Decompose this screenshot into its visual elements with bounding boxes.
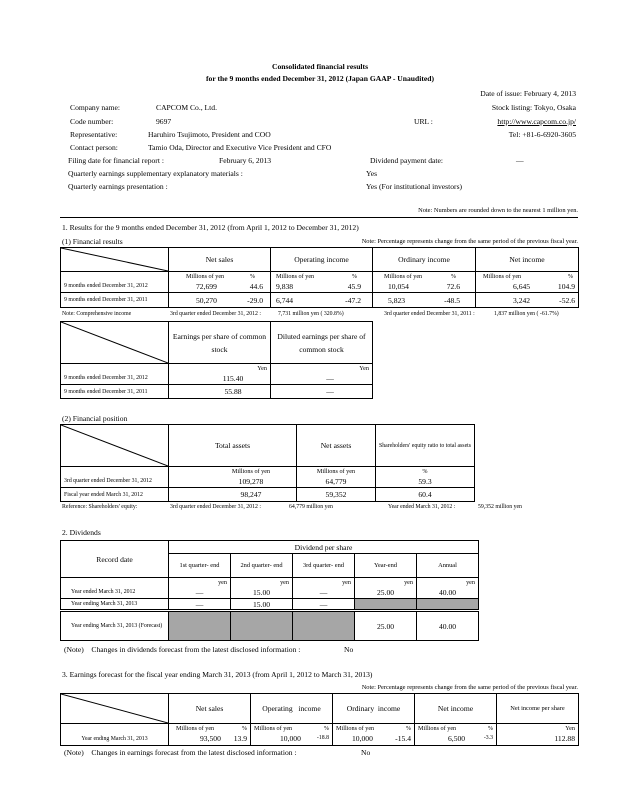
diagonal-header-cell bbox=[61, 322, 169, 364]
table-cell: ― bbox=[169, 599, 231, 611]
header-net-sales: Net sales bbox=[169, 694, 251, 724]
company-name-label: Company name: bbox=[70, 103, 120, 112]
table-cell: 109,278 bbox=[169, 476, 297, 488]
url-label: URL : bbox=[414, 117, 433, 126]
row-label: Year ending March 31, 2013 (Forecast) bbox=[61, 611, 169, 641]
table-cell: 15.00 bbox=[231, 587, 293, 599]
diagonal-header-cell bbox=[61, 425, 169, 467]
table-cell: 6,500 -3.3 bbox=[415, 733, 497, 746]
table-cell: 112.88 bbox=[497, 733, 579, 746]
company-url-link[interactable]: http://www.capcom.co.jp/ bbox=[497, 117, 576, 126]
header-net-income-per-share: Net income per share bbox=[497, 694, 579, 724]
shaded-cell bbox=[169, 611, 231, 641]
row-label: 3rd quarter ended December 31, 2012 bbox=[61, 476, 169, 488]
table-cell: 64,779 bbox=[297, 476, 376, 488]
row-label: 9 months ended December 31, 2012 bbox=[61, 281, 169, 293]
table-cell: 55.88 bbox=[169, 385, 271, 399]
dividend-forecast-change: No bbox=[344, 645, 354, 654]
table-cell: ― bbox=[271, 373, 373, 385]
company-name: CAPCOM Co., Ltd. bbox=[156, 103, 217, 112]
comp-income-2011-label: 3rd quarter ended December 31, 2011 : bbox=[384, 311, 475, 317]
table-cell: 40.00 bbox=[417, 611, 479, 641]
row-label: Year ending March 31, 2013 bbox=[61, 733, 169, 746]
header-diluted-eps: Diluted earnings per share of common stock bbox=[271, 322, 373, 364]
header-net-sales: Net sales bbox=[169, 248, 271, 272]
row-label: 9 months ended December 31, 2011 bbox=[61, 293, 169, 308]
forecast-heading: 3. Earnings forecast for the fiscal year ending March 31, 2013 (from April 1, 2012 to March 31, 2013) bbox=[62, 670, 373, 679]
table-cell: 10,000 -18.8 bbox=[251, 733, 333, 746]
unit-cell: Millions of yen % bbox=[271, 272, 373, 281]
header-net-income: Net income bbox=[476, 248, 579, 272]
comprehensive-income-note: Note: Comprehensive income bbox=[62, 311, 132, 317]
unit-cell: Millions of yen bbox=[297, 467, 376, 476]
reference-label: Reference: Shareholders' equity: bbox=[62, 504, 138, 510]
filing-label: Filing date for financial report : bbox=[68, 156, 164, 165]
comp-income-2012: 7,731 million yen ( 320.8%) bbox=[278, 311, 344, 317]
unit-cell: yen bbox=[231, 578, 293, 587]
diagonal-header-cell bbox=[61, 694, 169, 724]
code-number: 9697 bbox=[156, 117, 172, 126]
dividend-date-label: Dividend payment date: bbox=[370, 156, 443, 165]
unit-cell: Yen bbox=[271, 364, 373, 373]
comp-income-2011: 1,837 million yen ( -61.7%) bbox=[494, 311, 559, 317]
shaded-cell bbox=[231, 611, 293, 641]
presentation-label: Quarterly earnings presentation : bbox=[68, 182, 168, 191]
earnings-forecast-note: (Note) Changes in earnings forecast from the latest disclosed information : bbox=[64, 748, 297, 757]
table-cell: 60.4 bbox=[376, 488, 475, 502]
table-cell: 5,823 -48.5 bbox=[373, 293, 476, 308]
diagonal-header-cell bbox=[61, 248, 169, 272]
forecast-table bbox=[60, 693, 579, 746]
row-label: Fiscal year ended March 31, 2012 bbox=[61, 488, 169, 502]
representative: Haruhiro Tsujimoto, President and COO bbox=[148, 130, 271, 139]
shaded-cell bbox=[293, 611, 355, 641]
unit-cell: Millions of yen % bbox=[415, 724, 497, 733]
code-label: Code number: bbox=[70, 117, 114, 126]
supp-materials: Yes bbox=[366, 169, 378, 178]
header-total-assets: Total assets bbox=[169, 425, 297, 467]
dividends-heading: 2. Dividends bbox=[62, 528, 101, 537]
unit-cell: Yen bbox=[497, 724, 579, 733]
header-ordinary-income: Ordinary income bbox=[333, 694, 415, 724]
unit-cell: % bbox=[376, 467, 475, 476]
table-cell: 40.00 bbox=[417, 587, 479, 599]
unit-cell: Millions of yen % bbox=[169, 272, 271, 281]
table-cell: 59,352 bbox=[297, 488, 376, 502]
table-cell: ― bbox=[271, 385, 373, 399]
reference-fy: 59,352 million yen bbox=[478, 504, 522, 510]
unit-cell: yen bbox=[293, 578, 355, 587]
header-net-income: Net income bbox=[415, 694, 497, 724]
financial-results-table bbox=[60, 247, 579, 308]
table-cell: 115.40 bbox=[169, 373, 271, 385]
comp-income-2012-label: 3rd quarter ended December 31, 2012 : bbox=[170, 311, 261, 317]
table-cell: 59.3 bbox=[376, 476, 475, 488]
contact-person: Tamio Oda, Director and Executive Vice President and CFO bbox=[148, 143, 332, 152]
date-of-issue: Date of issue: February 4, 2013 bbox=[480, 89, 576, 98]
table-cell: 10,054 72.6 bbox=[373, 281, 476, 293]
divider bbox=[60, 217, 578, 218]
reference-2012: 64,779 million yen bbox=[289, 504, 333, 510]
dividend-forecast-note: (Note) Changes in dividends forecast from the latest disclosed information : bbox=[64, 645, 301, 654]
col-header: 3rd quarter- end bbox=[293, 554, 355, 578]
table-cell: 15.00 bbox=[231, 599, 293, 611]
unit-cell: Millions of yen bbox=[169, 467, 297, 476]
unit-cell: yen bbox=[355, 578, 417, 587]
header-operating-income: Operating income bbox=[251, 694, 333, 724]
financial-results-heading: (1) Financial results bbox=[62, 237, 123, 246]
percentage-note: Note: Percentage represents change from the same period of the previous fiscal year. bbox=[361, 238, 578, 245]
table-cell: 93,500 13.9 bbox=[169, 733, 251, 746]
row-label: 9 months ended December 31, 2011 bbox=[61, 385, 169, 399]
header-ordinary-income: Ordinary income bbox=[373, 248, 476, 272]
unit-cell: Yen bbox=[169, 364, 271, 373]
table-cell: ― bbox=[169, 587, 231, 599]
financial-position-heading: (2) Financial position bbox=[62, 414, 128, 423]
record-date-header: Record date bbox=[61, 541, 169, 578]
table-cell: 6,744 -47.2 bbox=[271, 293, 373, 308]
table-cell: 50,270 -29.0 bbox=[169, 293, 271, 308]
col-header: Year-end bbox=[355, 554, 417, 578]
table-cell: 9,838 45.9 bbox=[271, 281, 373, 293]
table-cell: 6,645 104.9 bbox=[476, 281, 579, 293]
report-title: Consolidated financial results bbox=[271, 62, 369, 71]
section1-title: 1. Results for the 9 months ended December 31, 2012 (from April 1, 2012 to December 31, 2012) bbox=[62, 223, 359, 232]
unit-cell: Millions of yen % bbox=[333, 724, 415, 733]
unit-cell: Millions of yen % bbox=[169, 724, 251, 733]
financial-position-table bbox=[60, 424, 475, 502]
unit-cell: Millions of yen % bbox=[476, 272, 579, 281]
rounding-note: Note: Numbers are rounded down to the nearest 1 million yen. bbox=[418, 207, 578, 214]
header-net-assets: Net assets bbox=[297, 425, 376, 467]
tel-number: Tel: +81-6-6920-3605 bbox=[508, 130, 576, 139]
report-subtitle: for the 9 months ended December 31, 2012 (Japan GAAP - Unaudited) bbox=[206, 74, 434, 83]
reference-fy-label: Year ended March 31, 2012 : bbox=[388, 504, 456, 510]
supp-materials-label: Quarterly earnings supplementary explanatory materials : bbox=[68, 169, 243, 178]
row-label: Year ending March 31, 2013 bbox=[61, 599, 169, 611]
contact-label: Contact person: bbox=[70, 143, 118, 152]
table-cell: 72,699 44.6 bbox=[169, 281, 271, 293]
representative-label: Representative: bbox=[70, 130, 118, 139]
unit-cell: Millions of yen % bbox=[251, 724, 333, 733]
header-operating-income: Operating income bbox=[271, 248, 373, 272]
table-cell: ― bbox=[293, 599, 355, 611]
col-header: 1st quarter- end bbox=[169, 554, 231, 578]
reference-2012-label: 3rd quarter ended December 31, 2012 : bbox=[170, 504, 261, 510]
unit-cell: Millions of yen % bbox=[373, 272, 476, 281]
table-cell: 3,242 -52.6 bbox=[476, 293, 579, 308]
table-cell: 98,247 bbox=[169, 488, 297, 502]
dividend-per-share-header: Dividend per share bbox=[169, 541, 479, 554]
stock-listing: Stock listing: Tokyo, Osaka bbox=[491, 103, 576, 112]
col-header: 2nd quarter- end bbox=[231, 554, 293, 578]
table-cell: 25.00 bbox=[355, 587, 417, 599]
col-header: Annual bbox=[417, 554, 479, 578]
eps-table bbox=[60, 321, 373, 399]
unit-cell: yen bbox=[169, 578, 231, 587]
dividends-table bbox=[60, 540, 479, 641]
shaded-cell bbox=[417, 599, 479, 611]
header-eps: Earnings per share of common stock bbox=[169, 322, 271, 364]
percentage-note: Note: Percentage represents change from the same period of the previous fiscal year. bbox=[361, 684, 578, 691]
filing-date: February 6, 2013 bbox=[219, 156, 272, 165]
unit-cell: yen bbox=[417, 578, 479, 587]
header-equity-ratio: Shareholders' equity ratio to total assets bbox=[376, 425, 475, 467]
earnings-forecast-change: No bbox=[361, 748, 371, 757]
dividend-date: ― bbox=[516, 156, 524, 165]
row-label: Year ended March 31, 2012 bbox=[61, 587, 169, 599]
row-label: 9 months ended December 31, 2012 bbox=[61, 373, 169, 385]
shaded-cell bbox=[355, 599, 417, 611]
presentation: Yes (For institutional investors) bbox=[366, 182, 463, 191]
table-cell: 10,000 -15.4 bbox=[333, 733, 415, 746]
table-cell: 25.00 bbox=[355, 611, 417, 641]
table-cell: ― bbox=[293, 587, 355, 599]
